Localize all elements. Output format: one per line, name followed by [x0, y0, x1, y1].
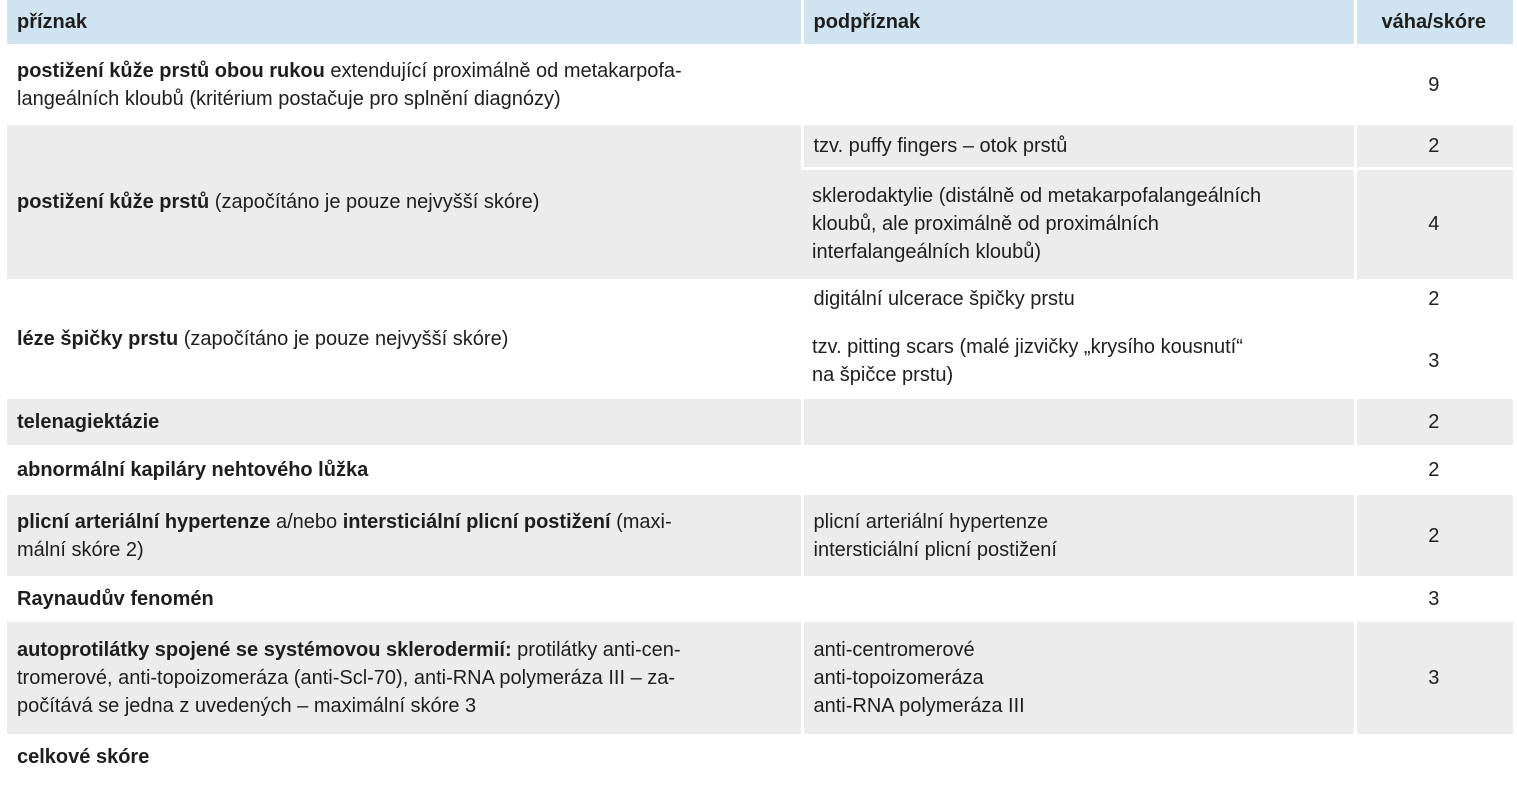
score-cell: 3 [1355, 321, 1513, 399]
symptom-cell [7, 44, 802, 125]
subsymptom-cell [802, 576, 1355, 622]
score-cell: 3 [1355, 576, 1513, 622]
symptom-text: langeálních kloubů (kritérium postačuje pro splnění diagnózy) [17, 87, 561, 110]
symptom-cell [7, 399, 802, 445]
score-cell: 2 [1355, 495, 1513, 576]
symptom-text: extendující proximálně od metakarpofa- [324, 59, 682, 82]
subsymptom-line: na špičce prstu) [812, 363, 954, 386]
table-row [7, 576, 1513, 622]
table-row [7, 445, 1513, 495]
score-cell: 2 [1355, 125, 1513, 168]
subsymptom-cell: digitální ulcerace špičky prstu [802, 279, 1355, 321]
symptom-text: (započítáno je pouze nejvyšší skóre) [178, 328, 509, 350]
score-cell: 9 [1355, 44, 1513, 125]
symptom-cell [7, 495, 802, 576]
symptom-text: (maxi- [610, 510, 672, 533]
symptom-bold: autoprotilátky spojené se systémovou sklerodermií: [17, 639, 512, 661]
subsymptom-cell [802, 734, 1355, 780]
symptom-bold: abnormální kapiláry nehtového lůžka [17, 459, 369, 481]
table-row [7, 734, 1513, 780]
score-cell: 2 [1355, 445, 1513, 495]
subsymptom-line: anti-topoizomeráza [813, 667, 984, 689]
table-row [7, 44, 1513, 125]
subsymptom-cell [802, 399, 1355, 445]
symptom-text: protilátky anti-cen- [511, 639, 681, 661]
subsymptom-line: interfalangeálních kloubů) [812, 241, 1042, 264]
table-row [7, 622, 1513, 734]
symptom-cell [7, 445, 802, 495]
symptom-bold: plicní arteriální hypertenze [17, 510, 271, 533]
subsymptom-line: intersticiální plicní postižení [813, 538, 1057, 561]
subsymptom-line: kloubů, ale proximálně od proximálních [812, 213, 1159, 236]
table-header-row [7, 0, 1513, 44]
symptom-cell [7, 125, 802, 279]
subsymptom-cell [802, 622, 1355, 734]
symptom-text: mální skóre 2) [17, 538, 144, 561]
table-row [7, 279, 1513, 321]
symptom-text: a/nebo [270, 510, 343, 533]
score-cell [1355, 734, 1513, 780]
score-cell: 2 [1355, 399, 1513, 445]
symptom-bold: léze špičky prstu [17, 328, 179, 350]
symptom-text: tromerové, anti-topoizomeráza (anti-Scl-70), anti-RNA polymeráza III – za- [17, 667, 676, 689]
table-row [7, 495, 1513, 576]
subsymptom-cell: tzv. puffy fingers – otok prstů [802, 125, 1355, 168]
header-symptom: příznak [7, 0, 802, 44]
subsymptom-cell [802, 168, 1355, 279]
symptom-text: počítává se jedna z uvedených – maximální skóre 3 [17, 695, 477, 717]
table-row [7, 125, 1513, 168]
symptom-cell [7, 279, 802, 399]
score-cell: 4 [1355, 168, 1513, 279]
symptom-cell [7, 622, 802, 734]
symptom-bold: telenagiektázie [17, 411, 160, 433]
criteria-table [7, 0, 1513, 780]
subsymptom-cell [802, 495, 1355, 576]
subsymptom-cell [802, 445, 1355, 495]
score-cell: 2 [1355, 279, 1513, 321]
subsymptom-line: plicní arteriální hypertenze [813, 510, 1049, 533]
symptom-cell [7, 576, 802, 622]
score-cell: 3 [1355, 622, 1513, 734]
table-row [7, 399, 1513, 445]
symptom-text: (započítáno je pouze nejvyšší skóre) [209, 191, 540, 213]
symptom-bold: postižení kůže prstů [17, 191, 210, 213]
subsymptom-line: anti-RNA polymeráza III [813, 695, 1025, 717]
header-score: váha/skóre [1355, 0, 1513, 44]
symptom-bold: intersticiální plicní postižení [342, 510, 611, 533]
subsymptom-line: anti-centromerové [813, 639, 975, 661]
total-score-label: celkové skóre [17, 746, 150, 768]
subsymptom-line: tzv. pitting scars (malé jizvičky „krysího kousnutí“ [812, 335, 1243, 358]
symptom-cell [7, 734, 802, 780]
subsymptom-cell [802, 321, 1355, 399]
symptom-bold: Raynaudův fenomén [17, 588, 214, 610]
symptom-bold: postižení kůže prstů obou rukou [17, 59, 325, 82]
header-subsymptom: podpříznak [802, 0, 1355, 44]
subsymptom-cell [802, 44, 1355, 125]
subsymptom-line: sklerodaktylie (distálně od metakarpofalangeálních [812, 185, 1262, 208]
